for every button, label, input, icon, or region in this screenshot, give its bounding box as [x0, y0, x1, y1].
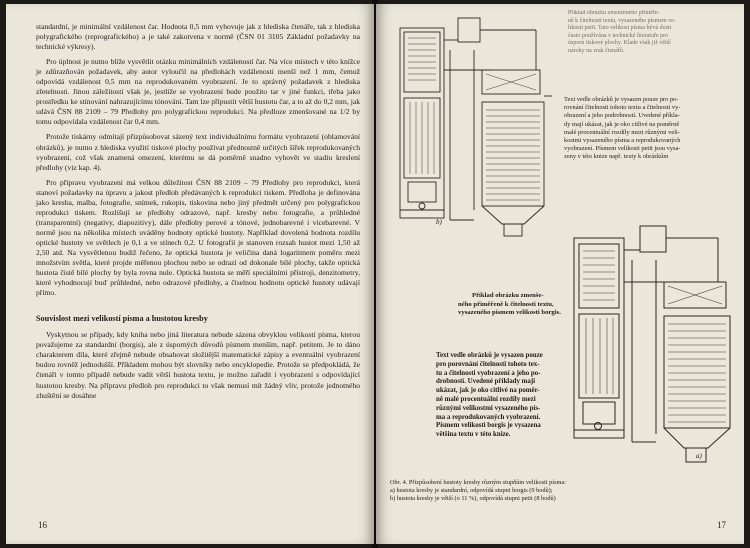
figure-caption — [390, 479, 566, 504]
text-line: pro porovnání čitelnosti tohoto tex- — [436, 360, 540, 368]
text-line: tu a čitelnosti vyobrazení a jeho po- — [436, 369, 541, 377]
text-line: ně malé procentuální rozdíly mezi — [436, 395, 536, 403]
text-line: rovnání čitelnosti tohoto textu a čitelnosti vy- — [564, 104, 681, 112]
text-line: zeny v této knize např. texty k obrázkům — [564, 153, 669, 161]
text-line: obrazení a jeho podrobností. Uvedené příkla- — [564, 112, 680, 120]
technical-drawing-b — [386, 10, 556, 240]
text-line: nároky na zrak čtenářů. — [568, 47, 625, 54]
text-line: Obr. 4. Přizpůsobení hustoty kresby různým stupňům velikosti písma: — [390, 479, 566, 486]
text-line: ma a reprodukovaných vyobrazení. — [436, 413, 541, 421]
text-line: a) hustota kresby je standardní, odpovídá stupni borgis (9 bodů); — [390, 487, 553, 495]
text-line: kostmi vysazeného písma a reprodukovaných — [564, 137, 681, 145]
text-line: dy mají ukázat, jak je oko citlivé na poměrně — [564, 120, 680, 128]
text-line: většina textu v této knize. — [436, 431, 511, 439]
text-line: Příklad obrázku zmenše- — [472, 292, 544, 299]
figure-label-a: a) — [696, 452, 702, 460]
right-page — [376, 4, 744, 544]
paragraph: standardní, je minimální vzdálenost čar. Hodnota 0,5 mm vyhovuje jak z hlediska čtenáře, tak z hlediska polygrafického (reprografického) a je také zakotvena v normě (ČSN 01 3105 Základní požadavky na technické výkresy). — [36, 22, 360, 52]
boiler-schematic-b — [386, 10, 556, 240]
text-line: ukázat, jak je oko citlivé na poměr- — [436, 387, 540, 395]
text-line: likosti petit. Tato velikost písma bývá dosti — [568, 25, 672, 32]
text-line: Text vedle obrázků je vysazen pouze — [436, 352, 543, 359]
technical-drawing-a — [558, 216, 736, 476]
text-line: úsporu tiskové plochy. Klade však již větší — [568, 40, 671, 47]
text-line: různými velikostmi vysazeného pís- — [436, 404, 541, 412]
text-line: Text vedle obrázků je vysazen pouze pro po- — [564, 96, 679, 103]
text-line: drobností. Uvedené příklady mají — [436, 378, 536, 386]
text-line: vysazeného písmem velikosti borgis. — [458, 309, 561, 317]
text-line: často používána v technické literatuře pro — [568, 32, 669, 39]
text-line: vyobrazení. Písmem velikosti petit jsou vysa- — [564, 145, 681, 153]
paragraph: Protože tiskárny odmítají přizpůsobovat sázený text individuálnímu formátu vyobrazení (oblamování obrázků), je nutno z hlediska využití tiskové plochy používat přednostně určitých šířek reprodukovaných vyobrazení, což však znamená omezení, kterému se dá poměrně snadno vyhovět ve stadiu kreslení předlohy (viz kap. 4). — [36, 132, 360, 172]
left-page-body — [36, 22, 360, 401]
text-line: Příklad obrázku zmenšeného přiměře- — [568, 10, 660, 16]
sample-text-petit — [564, 96, 680, 162]
boiler-schematic-a — [558, 216, 736, 476]
paragraph: Pro přípravu vyobrazení má velkou důležitost ČSN 88 2109 – 79 Předlohy pro reprodukci, která stanoví požadavky na úpravu a jakost předloh předávaných k reprodukci tiskem. Předloha je definována jako kresba, malba, fotografie, snímek, rukopis, tiskovina nebo jiný předmět určený pro polygrafickou reprodukci tiskem. Rozlišují se předlohy odrazové, např. kresby nebo fotografie, a průhledné (transparentní) (negativy, diapozitivy), dále předlohy perové a tónové, jednobarevné i vícebarevné. V normě jsou na několika místech uváděny hodnoty optické hustoty. Například dovolená hodnota rozdílu optické hustoty ve světlech je 0,1 a ve stínech 0,2. U fotografií je stanoven rozsah hustot mezi 1,50 až 2,50 atd. Na vysvětlenou budiž řečeno, že optická hustota je veličina daná logaritmem poměru mezi množstvím světla, které projde měřenou plochou nebo se odrazí od dokonale bílé plochy, takže optická hustota čistě bílé plochy by byla rovna nule. Optická hustota se měří speciálními přístroji, denzitometry, které vyhodnocují buď průhledné, nebo odrazové předlohy, a číselnou hodnotu optické hustoty udávají přímo. — [36, 177, 360, 298]
page-number: 16 — [38, 520, 47, 530]
text-line: ného přiměřeně k čitelnosti textu, — [458, 300, 554, 308]
sample-text-borgis — [436, 352, 543, 440]
paragraph: Vyskytnou se případy, kdy kniha nebo jiná literatura nebude sázena obvyklou velikostí písma, kterou považujeme za standardní (borgis), ale z úsporných důvodů písmem menším, např. petitem. Je to dáno charakterem díla, které zřejmě nebude obsahovat složitější matematické zápisy a eventuální vyobrazení budou rovněž jednodušší. Příkladem mohou být slovníky nebo encyklopedie. Protože se předpokládá, že čtenáři v tomto případě nebude vadit větší hustota textu, je možno zařadit i vyobrazení s odpovídající hustotou kresby. Na přípravu předloh pro reprodukci to však nemusí mít žádný vliv, protože jednotného zhuštění se dosáhne — [36, 330, 360, 400]
text-line: Písmem velikosti borgis je vysazena — [436, 422, 541, 430]
text-line: malé procentuální rozdíly mezi různými veli- — [564, 128, 680, 136]
sample-text-borgis-caption — [458, 292, 561, 318]
text-line: b) hustota kresby je větší (o 11 %), odpovídá stupni petit (8 bodů) — [390, 495, 556, 503]
section-heading: Souvislost mezi velikostí písma a hustotou kresby — [36, 314, 208, 324]
sample-text-petit-caption — [568, 10, 676, 56]
page-number: 17 — [717, 520, 726, 530]
figure-label-b: b) — [436, 218, 442, 226]
paragraph: Pro úplnost je nutno blíže vysvětlit otázku minimálních vzdáleností čar. Na více místech v této knížce je zdůrazňován požadavek, aby autor vyloučil na předlohách vzdálenosti menší než 1 mm, čemuž odpovídá vzdálenost 0,5 mm na reprodukovaném vyobrazení. Je to správný požadavek z hlediska zřetelnosti. Jinou záležitostí však je, jestliže se vyobrazení bude použito tar v jiné funkci, třeba jako prostředku ke stínování nahrazujícímu tónování. Tam lze připustit větší hustotu čar, a to až do 0,2 mm, jak udává ČSN 88 2109 – 79 Předlohy pro polygrafickou reprodukci. Na předloze zmenšované na 1/2 by tomu odpovídala vzdálenost čar 0,4 mm. — [36, 57, 360, 127]
left-page — [6, 4, 374, 544]
text-line: ně k čitelnosti textu, vysazeného písmem ve- — [568, 17, 676, 24]
